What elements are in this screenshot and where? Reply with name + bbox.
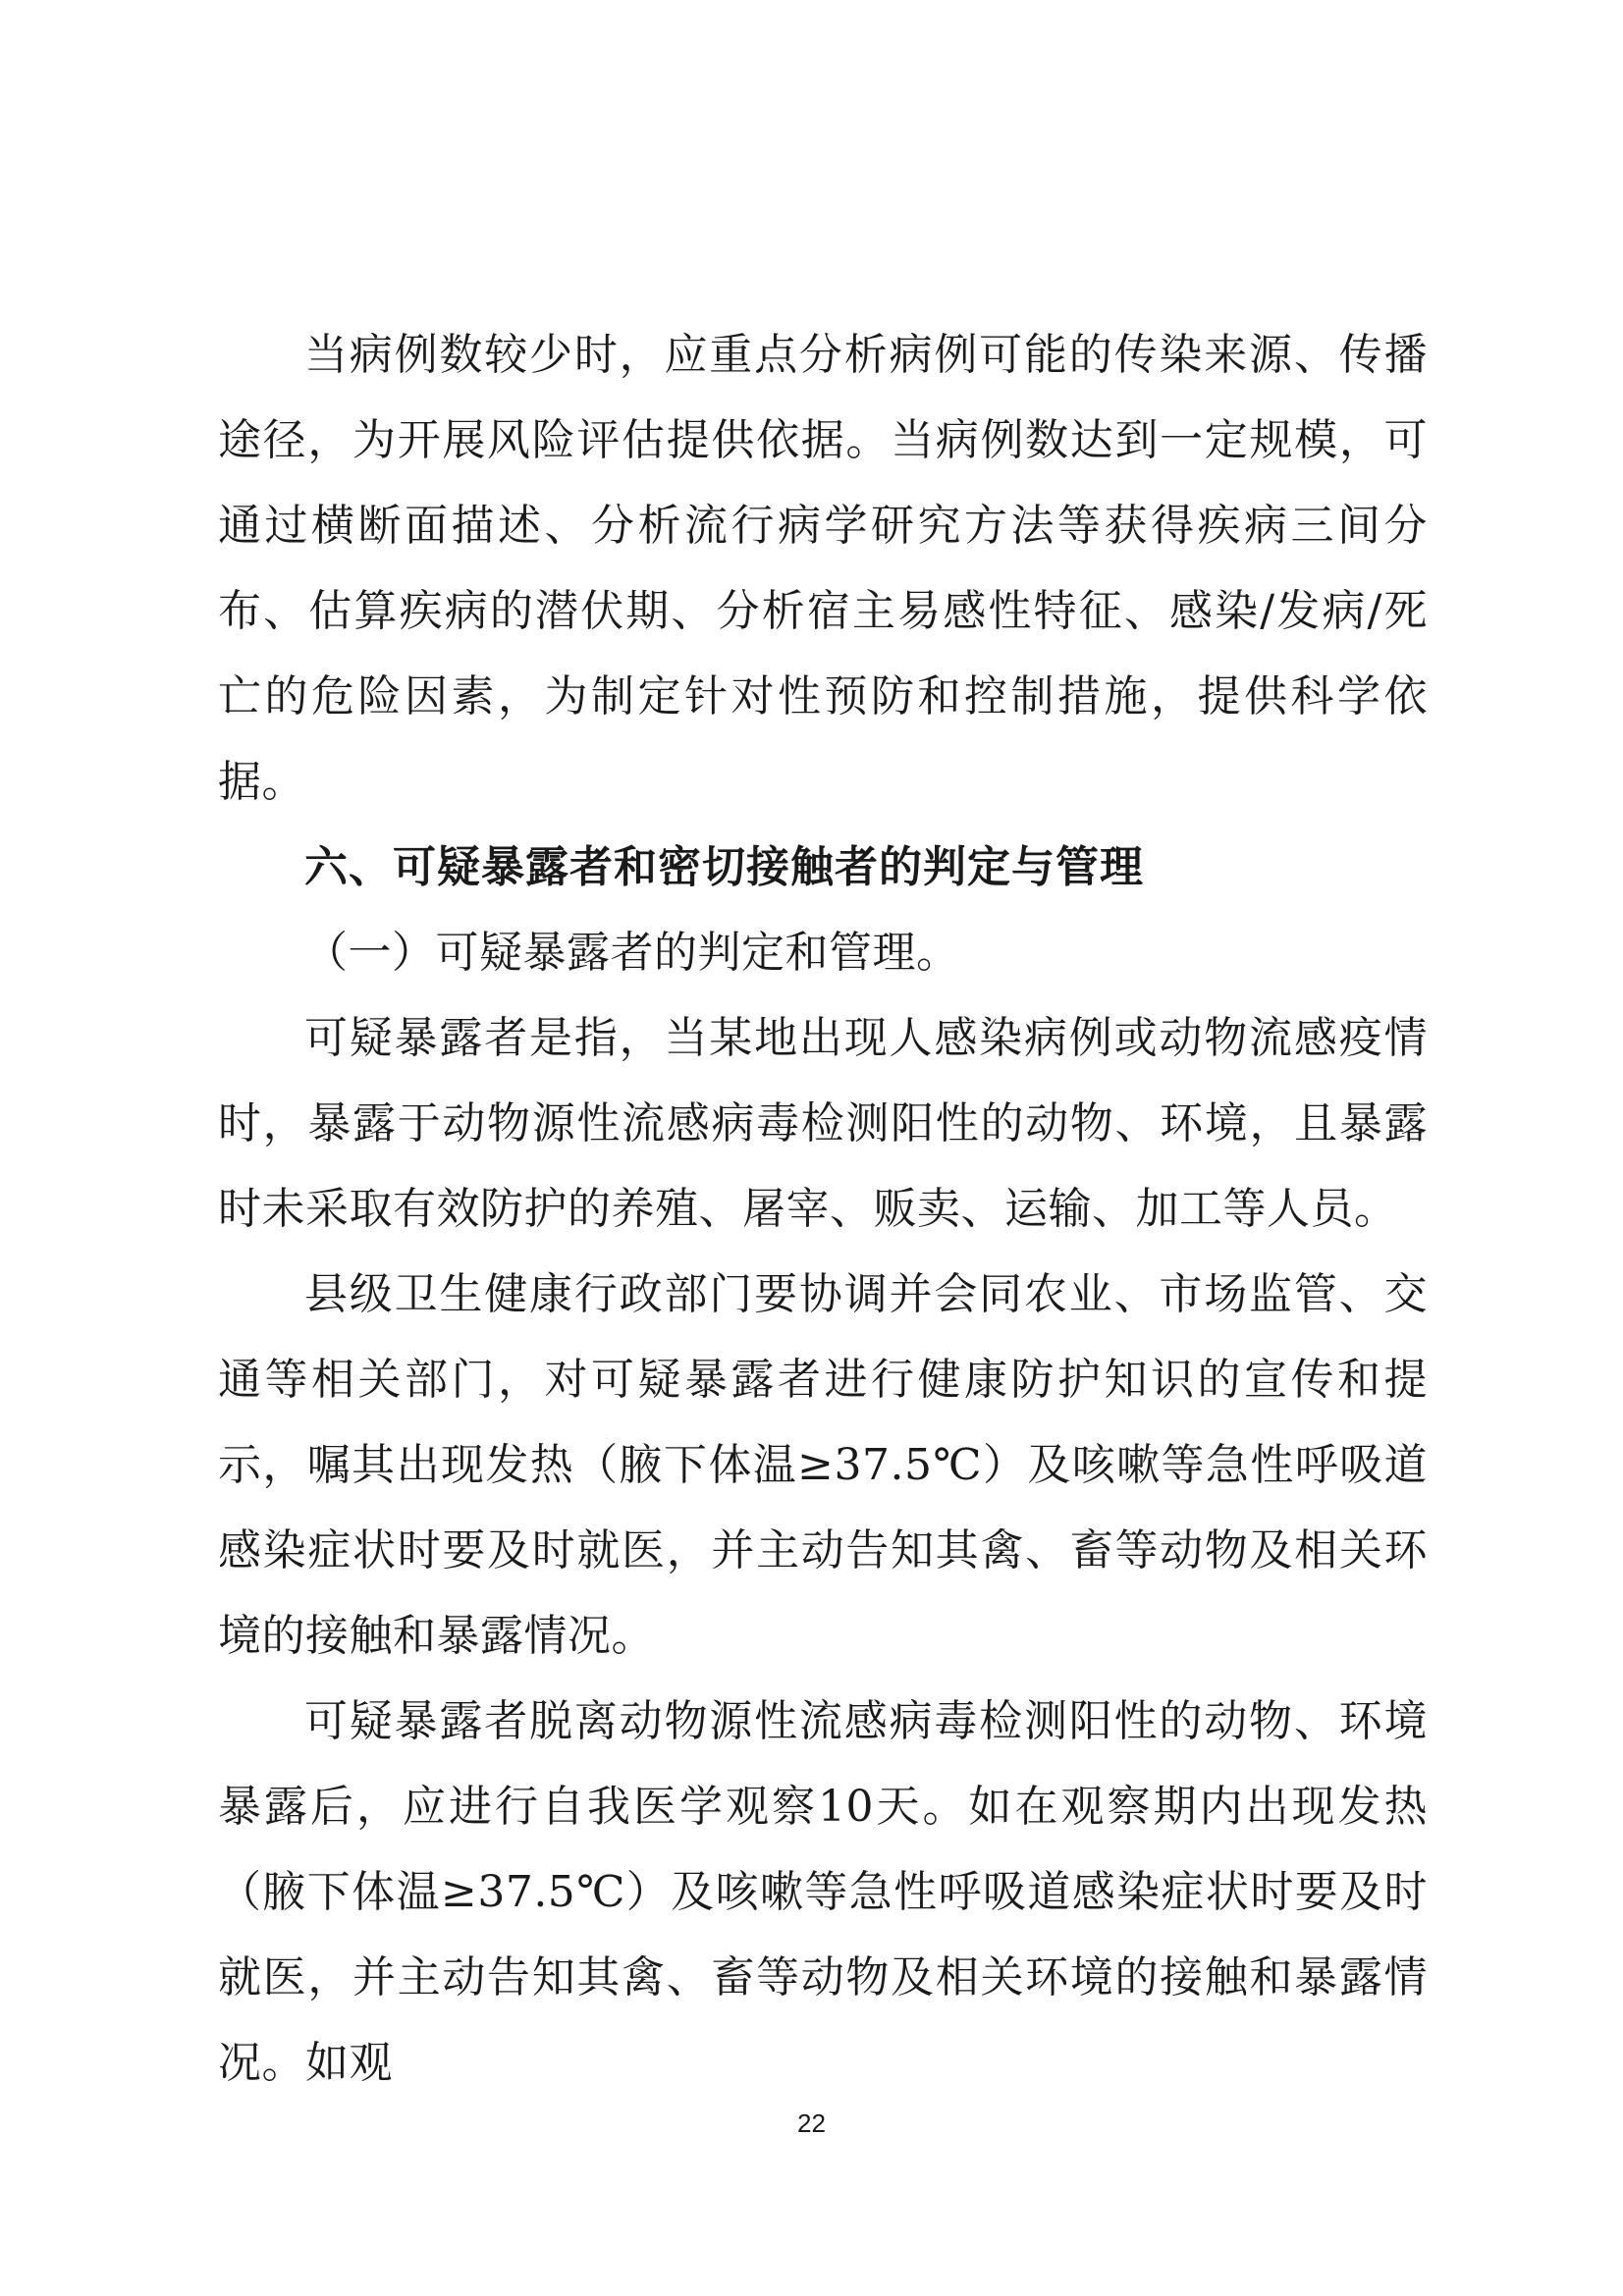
document-body: [218, 312, 1428, 2106]
paragraph-analysis: 当病例数较少时，应重点分析病例可能的传染来源、传播途径，为开展风险评估提供依据。当病例数达到一定规模，可通过横断面描述、分析流行病学研究方法等获得疾病三间分布、估算疾病的潜伏期、分析宿主易感性特征、感染/发病/死亡的危险因素，为制定针对性预防和控制措施，提供科学依据。: [218, 330, 1428, 807]
paragraph-county-duties: 县级卫生健康行政部门要协调并会同农业、市场监管、交通等相关部门，对可疑暴露者进行健康防护知识的宣传和提示，嘱其出现发热（腋下体温≥37.5℃）及咳嗽等急性呼吸道感染症状时要及时就医，并主动告知其禽、畜等动物及相关环境的接触和暴露情况。: [218, 1269, 1428, 1661]
paragraph-self-observation: 可疑暴露者脱离动物源性流感病毒检测阳性的动物、环境暴露后，应进行自我医学观察10天。如在观察期内出现发热（腋下体温≥37.5℃）及咳嗽等急性呼吸道感染症状时要及时就医，并主动告知其禽、畜等动物及相关环境的接触和暴露情况。如观: [218, 1696, 1428, 2088]
page-number: 22: [797, 2109, 826, 2138]
subsection-heading-1: （一）可疑暴露者的判定和管理。: [304, 928, 960, 978]
paragraph-definition: 可疑暴露者是指，当某地出现人感染病例或动物流感疫情时，暴露于动物源性流感病毒检测阳性的动物、环境，且暴露时未采取有效防护的养殖、屠宰、贩卖、运输、加工等人员。: [218, 1013, 1428, 1234]
section-heading-6: 六、可疑暴露者和密切接触者的判定与管理: [304, 842, 1144, 892]
